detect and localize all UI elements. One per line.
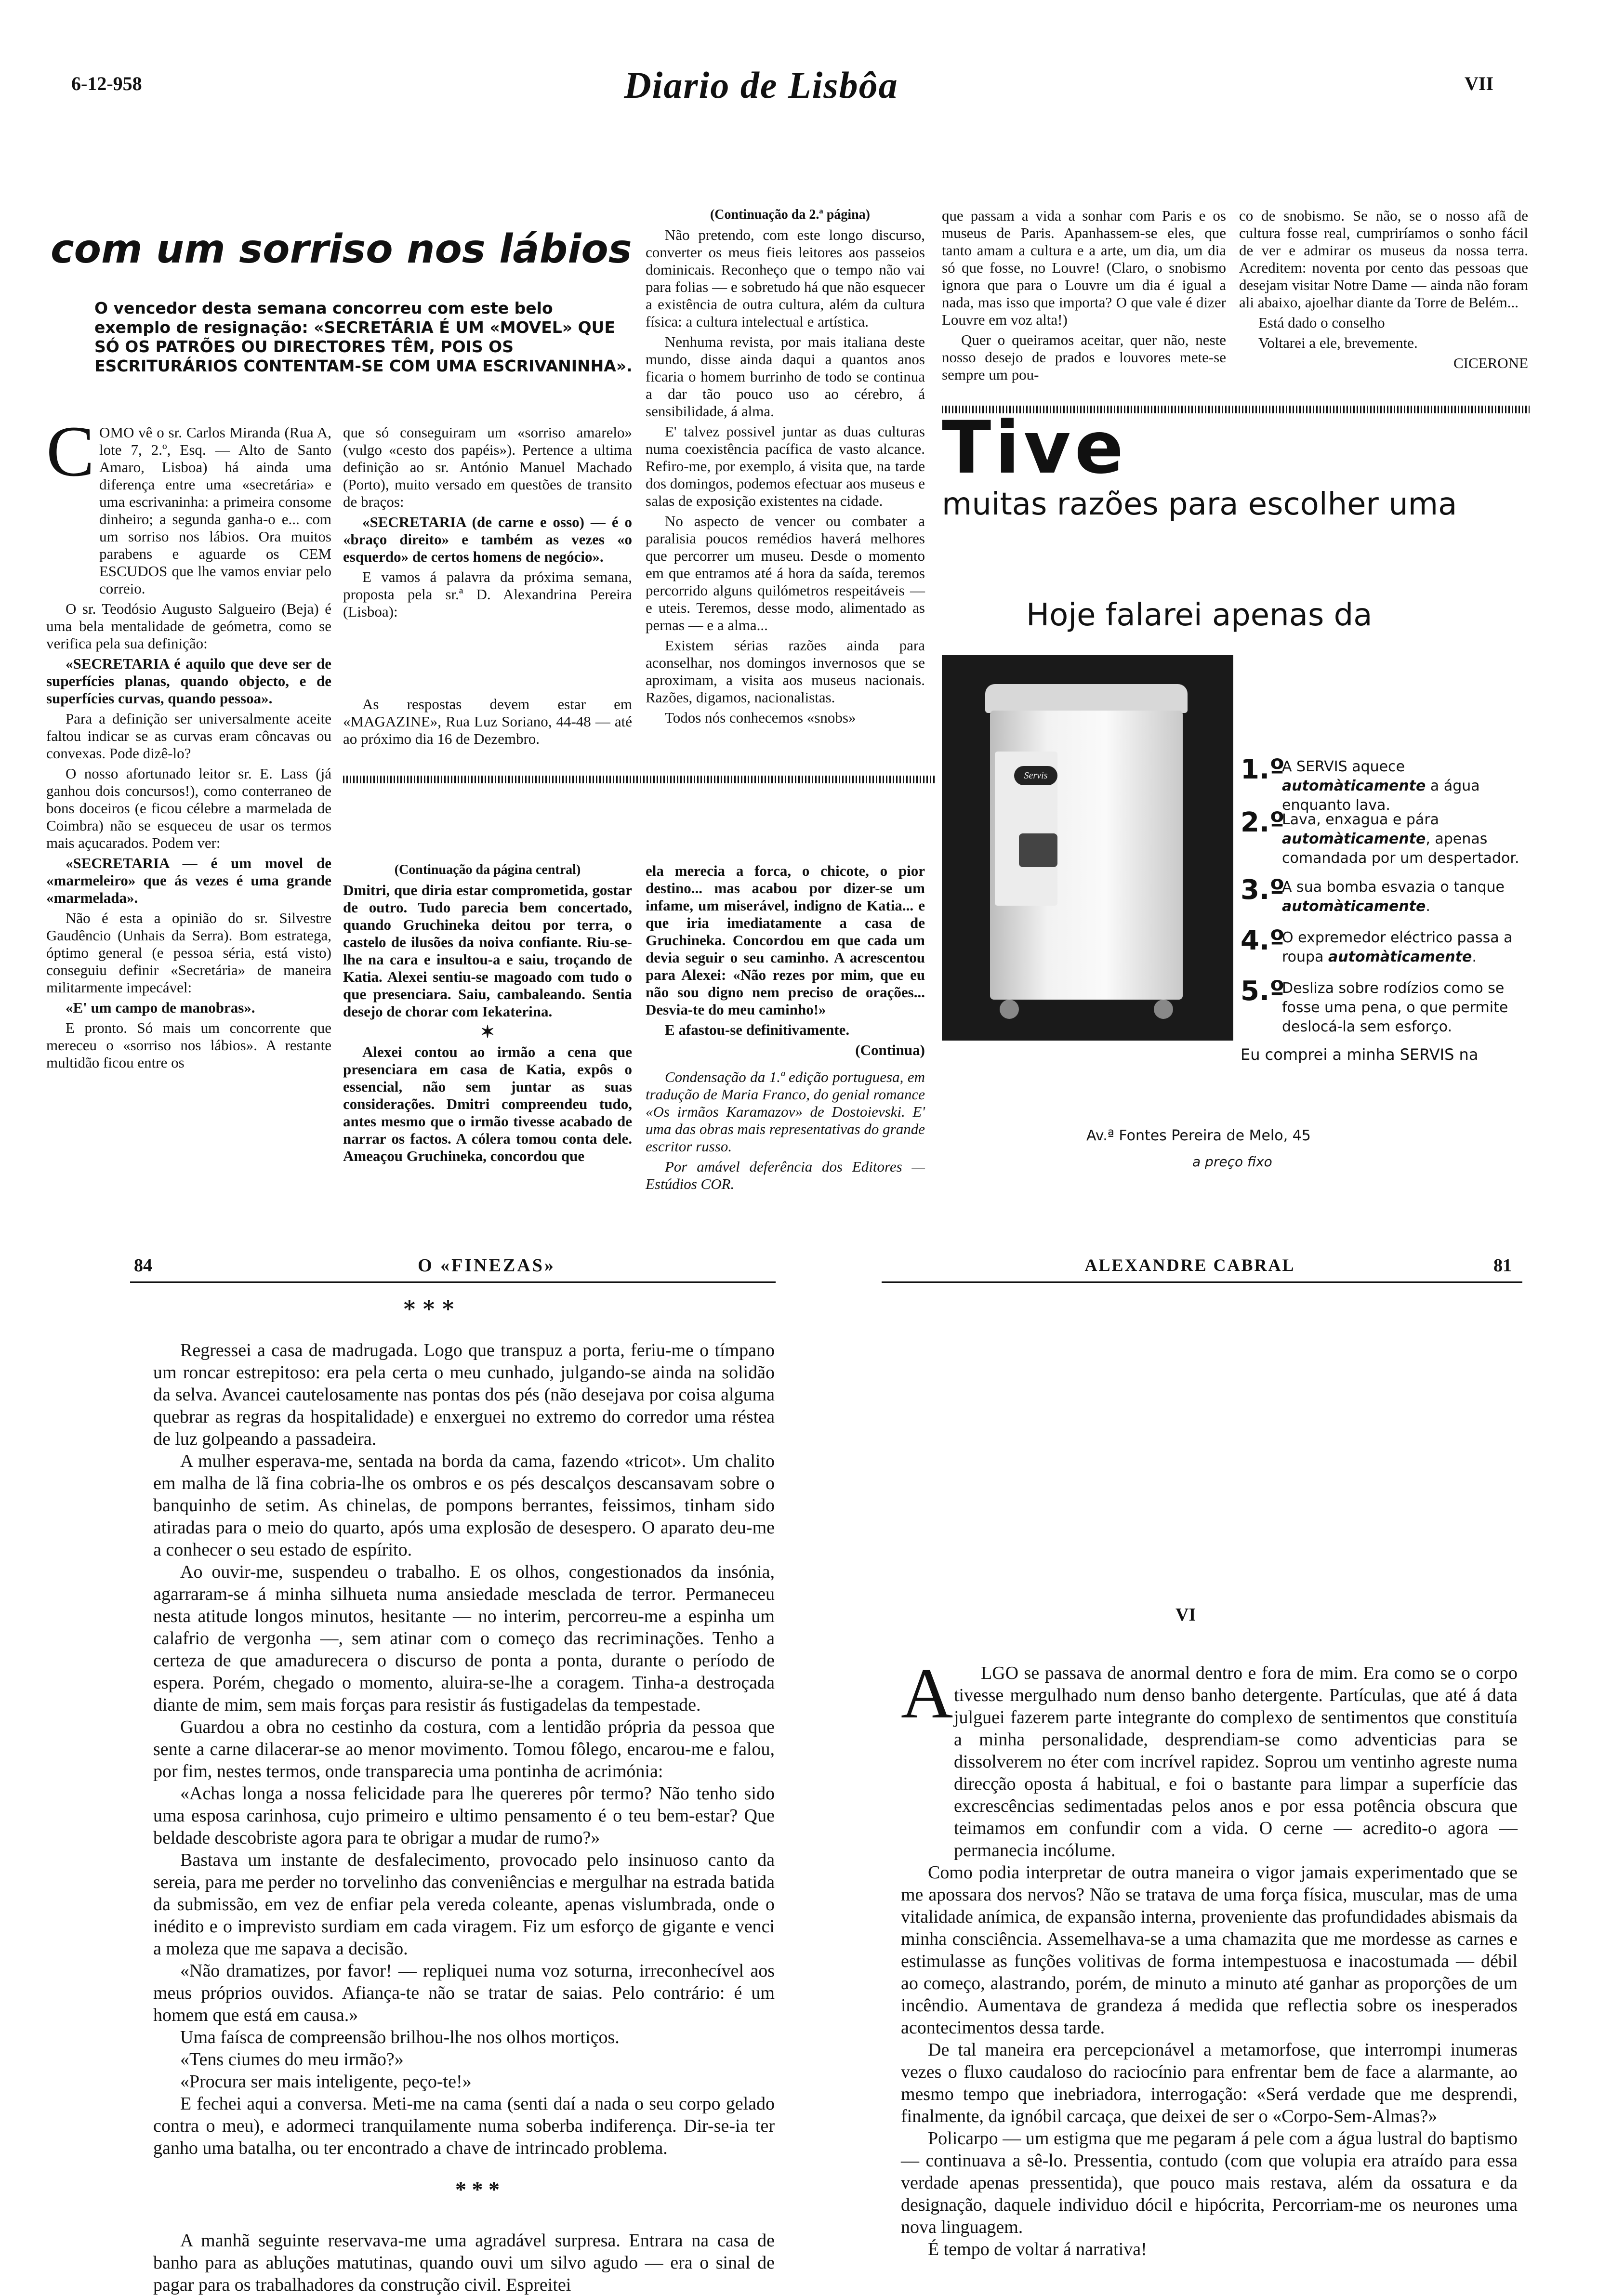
contest-column-1 xyxy=(46,424,331,1074)
serial-star: ✶ xyxy=(480,1022,495,1042)
serial-column-1 xyxy=(343,882,632,1168)
serial-heading: (Continuação da página central) xyxy=(394,862,581,877)
book-page-right xyxy=(901,1662,1518,2260)
cicerone-paragraph: co de snobismo. Se não, se o nosso afã de cultura fosse real, cumpriríamos o sonho fácil de ver e admirar os museus da nossa terra. Acreditem: noventa por cento das pessoas que desejam visitar Notre Dame — ainda não foram ali abaixo, ajoelhar diante da Torre de Belém... xyxy=(1239,207,1528,311)
section-stars: * * * xyxy=(455,2177,500,2202)
cicerone-paragraph: Não pretendo, com este longo discurso, converter os meus fieis leitores aos passeios dominicais. Reconheço que o tempo não vai para folias — e sobretudo há que não esquecer a existência de outra cultura, além da cultura física: a cultura intelectual e artística. xyxy=(646,226,925,330)
contest-paragraph: O sr. Teodósio Augusto Salgueiro (Beja) é uma bela mentalidade de geómetra, como se verifica pela sua definição: xyxy=(46,600,331,652)
cicerone-paragraph: No aspecto de vencer ou combater a paralisia poucos remédios haverá melhores que percorrer um museu. Desde o momento em que entramos até á hora da saída, teremos percorrido alguns quilómetros respeitáveis — e uteis. Teremos, desse modo, alimentado as pernas — e a alma... xyxy=(646,513,925,633)
ad-feature-2 xyxy=(1241,807,1539,867)
contest-paragraph: Não é esta a opinião do sr. Silvestre Gaudêncio (Unhais da Serra). Bom estratega, óptimo general (e pessoa séria, está visto) conseguiu definir «Secretária» de maneira militarmente impecável: xyxy=(46,910,331,996)
feature-text: Desliza sobre rodízios como se fosse uma pena, o que permite deslocá-la sem esforço. xyxy=(1282,980,1508,1035)
contest-paragraph: O nosso afortunado leitor sr. E. Lass (já ganhou dois concursos!), como conterraneo de bons doceiros (e ficou célebre a marmelada de Coimbra) não se esqueceu de usar os termos mais açucarados. Podem ver: xyxy=(46,765,331,851)
contest-paragraph: OMO vê o sr. Carlos Miranda (Rua A, lote 7, 2.º, Esq. — Alto de Santo Amaro, Lisboa) há ainda uma diferença entre uma «secretária» e uma escrivaninha: a primeira consome dinheiro; a segunda ganha-o e... com um sorriso nos lábios. Ora muitos parabens e aguarde os CEM ESCUDOS que lhe vamos enviar pelo correio. xyxy=(99,424,331,597)
washing-machine-image xyxy=(942,655,1233,1041)
cicerone-paragraph: Nenhuma revista, por mais italiana deste mundo, disse ainda daqui a quantos anos ficaria o homem burrinho de todo se continua a dar tão pouco uso ao cérebro, á sensibilidade, á alma. xyxy=(646,333,925,420)
contest-definition: «SECRETARIA é aquilo que deve ser de superfícies planas, quando objecto, e de superfícies curvas, quando pessoa». xyxy=(46,655,331,707)
book-paragraph: «Procura ser mais inteligente, peço-te!» xyxy=(180,2072,472,2092)
cicerone-paragraph: Quer o queiramos aceitar, quer não, neste nosso desejo de prados e louvores mete-se sempre um pou- xyxy=(942,331,1226,383)
book-paragraph: Como podia interpretar de outra maneira o vigor jamais experimentado que se me apossara dos nervos? Não se tratava de uma força física, muscular, mas de uma vitalidade anímica, de expansão interna, proveniente das profundidades abismais da minha consciência. Assemelhava-se a uma chamazita que me mordesse as carnes e estimulasse as funções volitivas de forma intempestuosa e inacostumada — débil ao começo, alastrando, porém, de minuto a minuto até ganhar as proporções de um incêndio. Aumentava de grandeza á medida que reflectia sobre os inesperados acontecimentos dessa tarde. xyxy=(901,1862,1518,2038)
ad-feature-3 xyxy=(1241,874,1539,915)
contest-paragraph: que só conseguiram um «sorriso amarelo» (vulgo «cesto dos papéis»). Pertence a ultima definição ao sr. António Manuel Machado (Porto), muito versado em questões de transito de braços: xyxy=(343,424,632,510)
book-header-rule-left xyxy=(130,1281,776,1283)
serial-note: Por amável deferência dos Editores — Estúdios COR. xyxy=(646,1158,925,1192)
serial-note: Condensação da 1.ª edição portuguesa, em tradução de Maria Franco, do genial romance «Os irmãos Karamazov» de Dostoievski. E' uma das obras mais representativas do grande escritor russo. xyxy=(646,1069,925,1155)
ad-closing: Eu comprei a minha SERVIS na xyxy=(1241,1045,1479,1064)
feature-emphasis: automàticamente xyxy=(1282,831,1426,847)
feature-number: 1.º xyxy=(1241,754,1285,785)
feature-emphasis: automàticamente xyxy=(1328,949,1472,965)
contest-definition: «E' um campo de manobras». xyxy=(66,999,255,1016)
cicerone-signature: CICERONE xyxy=(1453,355,1528,371)
ad-price-note: a preço fixo xyxy=(1192,1154,1272,1170)
feature-text: a água enquanto lava. xyxy=(1282,778,1480,814)
serial-continua: (Continua) xyxy=(855,1042,925,1058)
cicerone-heading: (Continuação da 2.ª página) xyxy=(710,207,870,222)
contest-paragraph: Para a definição ser universalmente aceite faltou indicar se as curvas eram côncavas ou convexas. Pode dizê-lo? xyxy=(46,710,331,762)
feature-text: Lava, enxagua e pára xyxy=(1282,811,1439,828)
book-running-title-right: ALEXANDRE CABRAL xyxy=(1084,1255,1295,1275)
book-paragraph: «Achas longa a nossa felicidade para lhe quereres pôr termo? Não tenho sido uma esposa carinhosa, cujo primeiro e ultimo pensamento é o teu bem-estar? Que beldade descobriste agora para te obrigar a mudar de rumo?» xyxy=(153,1783,775,1848)
book-paragraph: Guardou a obra no cestinho da costura, com a lentidão própria da pessoa que sente a carne dilacerar-se ao menor movimento. Tomou fôlego, encarou-me e falou, por fim, nestes termos, onde transparecia uma pontinha de acrimónia: xyxy=(153,1717,775,1781)
book-paragraph: «Tens ciumes do meu irmão?» xyxy=(180,2049,404,2070)
book-running-title-left: O «FINEZAS» xyxy=(418,1255,555,1276)
serial-column-2 xyxy=(646,862,925,1196)
cicerone-paragraph: que passam a vida a sonhar com Paris e os museus de Paris. Apanhassem-se eles, que tanto amam a cultura e a arte, um dia, um dia só que fosse, no Louvre! (Claro, o snobismo ignora que para o Louvre um dia é igual a nada, mas isso que importa? O que vale é dizer Louvre em voz alta!) xyxy=(942,207,1226,328)
ad-subheadline-2: Hoje falarei apenas da xyxy=(1026,597,1373,633)
column-separator xyxy=(343,776,936,783)
contest-headline: com um sorriso nos lábios xyxy=(51,226,632,272)
ad-headline: Tive xyxy=(942,406,1128,490)
serial-paragraph: E afastou-se definitivamente. xyxy=(665,1021,850,1038)
ad-address: Av.ª Fontes Pereira de Melo, 45 xyxy=(1086,1127,1311,1144)
book-paragraph: A manhã seguinte reservava-me uma agradável surpresa. Entrara na casa de banho para as abluções matutinas, quando ouvi um silvo agudo — era o sinal de pagar para os trabalhadores da construção civil. Espreitei xyxy=(153,2230,775,2295)
contest-definition: «SECRETARIA (de carne e osso) — é o «braço direito» e também as vezes «o esquerdo» de certos homens de negócio». xyxy=(343,514,632,565)
serial-paragraph: ela merecia a forca, o chicote, o pior destino... mas acabou por dizer-se um infame, um miserável, indigno de Katia... e que iria imediatamente a casa de Gruchineka. Concordou em que cada um devia seguir o seu caminho. A acrescentou para Alexei: «Não rezes por mim, que eu não sou digno nem preciso de orações... Desvia-te do meu caminho!» xyxy=(646,862,925,1018)
book-paragraph: Policarpo — um estigma que me pegaram á pele com a água lustral do baptismo — continuava a sê-lo. Pressentia, contudo (com que volupia era atraído para essa verdade apenas pressentida), que pouco mais restava, além da ossatura e da designação, daquele individuo dócil e hipócrita, Percorriam-me os neurones uma nova linguagem. xyxy=(901,2128,1518,2237)
feature-number: 4.º xyxy=(1241,925,1285,956)
servis-brand-badge: Servis xyxy=(1014,766,1057,785)
cicerone-paragraph: Todos nós conhecemos «snobs» xyxy=(665,709,856,726)
section-stars: * * * xyxy=(403,1296,454,1322)
cicerone-column-2 xyxy=(942,207,1226,386)
feature-number: 3.º xyxy=(1241,874,1285,906)
book-paragraph: De tal maneira era percepcionável a metamorfose, que interrompi inumeras vezes o fluxo caudaloso do raciocínio para enfrentar bem de face a alarmante, ao mesmo tempo que inebriadora, interrogação: «Será verdade que me desprendi, finalmente, da ignóbil carcaça, que deixei de ser o «Corpo-Sem-Almas?» xyxy=(901,2040,1518,2126)
serial-paragraph: Dmitri, que diria estar comprometida, gostar de outro. Tudo parecia bem concertado, quando Gruchineka deitou por terra, o castelo de ilusões da noiva confiante. Riu-se-lhe na cara e insultou-a e saiu, troçando de Katia. Alexei sentiu-se magoado com tudo o que presenciara. Saiu, cambaleando. Sentia desejo de chorar com Iekaterina. xyxy=(343,882,632,1020)
cicerone-paragraph: Está dado o conselho xyxy=(1258,314,1385,331)
book-paragraph: «Não dramatizes, por favor! — repliquei numa voz soturna, irreconhecível aos meus próprios ouvidos. Afiança-te não se tratar de saias. Pelo contrário: é um homem que está em causa.» xyxy=(153,1961,775,2025)
book-paragraph: Regressei a casa de madrugada. Logo que transpuz a porta, feriu-me o tímpano um roncar estrepitoso: era pela certa o meu cunhado, julgando-se ainda na solidão da selva. Avancei cautelosamente nas pontas dos pés (não desejava por coisa alguma quebrar as regras da hospitalidade) e enxerguei no extremo do corredor uma réstea de luz golpeando a passadeira. xyxy=(153,1340,775,1449)
cicerone-paragraph: Voltarei a ele, brevemente. xyxy=(1258,334,1418,351)
chapter-number: VI xyxy=(1175,1605,1196,1625)
contest-deadline: As respostas devem estar em «MAGAZINE», Rua Luz Soriano, 44-48 — até ao próximo dia 16 de Dezembro. xyxy=(343,696,632,747)
book-paragraph: Bastava um instante de desfalecimento, provocado pelo insinuoso canto da sereia, para me perder no torvelinho das conveniências e mergulhar na estrada batida da submissão, em vez de enfiar pela vereda coleante, apenas vislumbrada, onde o inédito e o imprevisto surdiam em cada viragem. Fiz um esforço de gigante e venci a moleza que me sapava a decisão. xyxy=(153,1850,775,1959)
book-paragraph: A mulher esperava-me, sentada na borda da cama, fazendo «tricot». Um chalito em malha de lã fina cobria-lhe os ombros e os pés descalços descansavam sobre o banquinho de setim. As chinelas, de pompons berrantes, feissimos, tinham sido atiradas para o meio do quarto, após uma explosão de desespero. O aparato deu-me a conhecer o seu estado de espírito. xyxy=(153,1451,775,1560)
cicerone-column-1 xyxy=(646,226,925,729)
contest-definition: «SECRETARIA — é um movel de «marmeleiro» que ás vezes é uma grande «marmelada». xyxy=(46,855,331,906)
drop-cap-a: A xyxy=(901,1653,953,1733)
feature-text: A sua bomba esvazia o tanque xyxy=(1282,879,1505,896)
feature-text: A SERVIS aquece xyxy=(1282,758,1405,775)
book-page-number-left: 84 xyxy=(134,1255,152,1276)
book-paragraph: Uma faísca de compreensão brilhou-lhe nos olhos mortiços. xyxy=(180,2027,620,2047)
book-page-number-right: 81 xyxy=(1493,1255,1512,1276)
feature-text: O expremedor eléctrico passa a roupa xyxy=(1282,929,1513,965)
ad-feature-1 xyxy=(1241,754,1539,814)
issue-date: 6-12-958 xyxy=(71,73,142,94)
cicerone-paragraph: E' talvez possivel juntar as duas culturas numa coexistência pacífica de vasto alcance. Refiro-me, por exemplo, á visita que, na tarde dos domingos, podemos efectuar aos museus e salas de exposição existentes na cidade. xyxy=(646,423,925,509)
contest-paragraph: E vamos á palavra da próxima semana, proposta pela sr.ª D. Alexandrina Pereira (Lisboa): xyxy=(343,568,632,620)
ad-feature-5 xyxy=(1241,976,1539,1035)
cicerone-paragraph: Existem sérias razões ainda para aconselhar, nos domingos invernosos que se aproximam, a visita aos museus nacionais. Razões, digamos, nacionalistas. xyxy=(646,637,925,706)
feature-text: , apenas comandada por um despertador. xyxy=(1282,831,1519,867)
book-paragraph: LGO se passava de anormal dentro e fora de mim. Era como se o corpo tivesse mergulhado num denso banho detergente. Partículas, que até á data julguei fazerem parte integrante do complexo de sentimentos que constituía a minha personalidade, desprendiam-se como adventicias para se dissolverem no éter com incrível rapidez. Soprou um ventinho agreste numa direcção oposta á habitual, e foi o bastante para limpar a superfície das excrescências sedimentadas pelos anos e por essa potência obscura que teimamos em confundir com a vida. O cerne — acredito-o agora — permanecia incólume. xyxy=(954,1663,1518,1861)
contest-lead: O vencedor desta semana concorreu com este belo exemplo de resignação: «SECRETÁRIA É UM «MOVEL» QUE SÓ OS PATRÕES OU DIRECTORES TÊM, POIS OS ESCRITURÁRIOS CONTENTAM-SE COM UMA ESCRIVANINHA». xyxy=(94,299,633,375)
contest-column-2 xyxy=(343,424,632,751)
feature-number: 5.º xyxy=(1241,976,1285,1007)
drop-cap-c: C xyxy=(46,411,95,491)
feature-text: . xyxy=(1426,898,1430,915)
feature-emphasis: automàticamente xyxy=(1282,778,1426,794)
contest-paragraph: E pronto. Só mais um concorrente que mereceu o «sorriso nos lábios». A restante multidão ficou entre os xyxy=(46,1019,331,1071)
feature-number: 2.º xyxy=(1241,807,1285,838)
book-paragraph: E fechei aqui a conversa. Meti-me na cama (senti daí a nada o seu corpo gelado contra o meu), e adormeci tranquilamente numa soberba indiferença. Dir-se-ia ter ganho uma batalha, ou ter encontrado a chave de intrincado problema. xyxy=(153,2094,775,2158)
book-paragraph: É tempo de voltar á narrativa! xyxy=(928,2239,1147,2259)
book-page-left xyxy=(153,1339,775,2296)
servis-advertisement xyxy=(942,406,1530,1170)
page-number: VII xyxy=(1465,73,1494,94)
ad-subheadline: muitas razões para escolher uma xyxy=(942,487,1457,522)
book-paragraph: Ao ouvir-me, suspendeu o trabalho. E os olhos, congestionados da insónia, agarraram-se á minha silhueta numa ansiedade mesclada de terror. Permaneceu nesta atitude longos minutos, hesitante — no interim, percorreu-me a espinha um calafrio de vergonha —, sem atinar com o começo das recriminações. Tenho a certeza de que amadurecera o discurso de ponta a ponta, durante o período de espera. Porém, chegado o momento, aluira-se-lhe a coragem. Tinha-a destroçada diante de mim, sem mais forças para resistir ás fustigadelas da tempestade. xyxy=(153,1562,775,1715)
masthead: Diario de Lisbôa xyxy=(624,64,898,106)
serial-paragraph: Alexei contou ao irmão a cena que presenciara em casa de Katia, expôs o essencial, não sem juntar as suas considerações. Dmitri compreendeu tudo, antes mesmo que o irmão tivesse acabado de narrar os factos. A cólera tomou conta dele. Ameaçou Gruchineka, concordou que xyxy=(343,1043,632,1164)
ad-feature-4 xyxy=(1241,927,1539,966)
cicerone-column-3 xyxy=(1239,207,1528,375)
book-header-rule-right xyxy=(882,1281,1522,1283)
feature-text: . xyxy=(1472,949,1477,965)
feature-emphasis: automàticamente xyxy=(1282,898,1426,915)
